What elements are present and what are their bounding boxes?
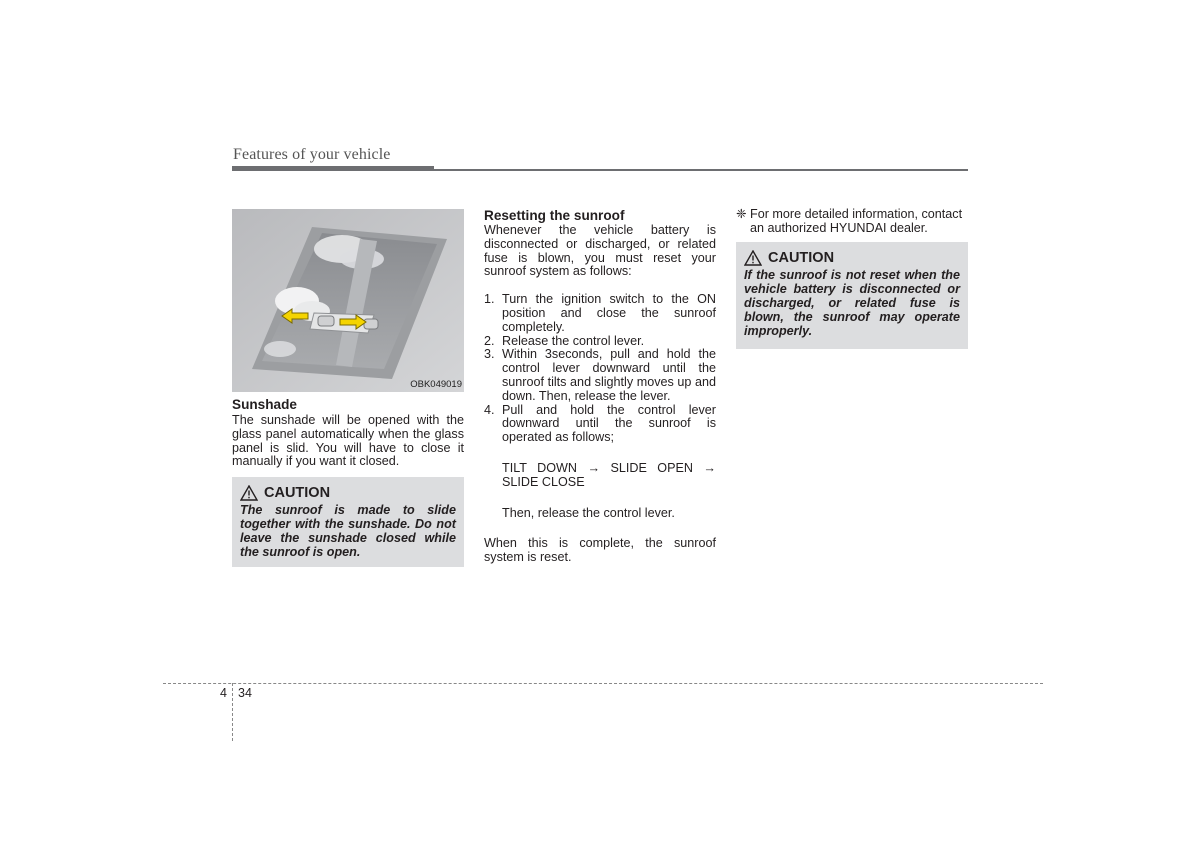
list-item: 1. Turn the ignition switch to the ON position and close the sunroof completely. (484, 292, 716, 334)
header-rule-thick (232, 166, 434, 171)
note-text: For more detailed information, contact an authorized HYUNDAI dealer. (750, 207, 963, 235)
operation-sequence: TILT DOWN → SLIDE OPEN → SLIDE CLOSE (502, 460, 716, 489)
sunshade-section (232, 397, 464, 469)
release-instruction: Then, release the control lever. (502, 505, 675, 520)
note-symbol: ❈ (736, 207, 747, 221)
list-item: 2. Release the control lever. (484, 333, 645, 348)
caution-body: The sunroof is made to slide together with the sunshade. Do not leave the sunshade closed while the sunroof is open. (240, 503, 456, 559)
list-item: 4. Pull and hold the control lever downward until the sunroof is operated as follows; (484, 402, 716, 445)
caution-box-reset (736, 242, 968, 349)
header-rule-thin (434, 169, 968, 171)
reset-heading: Resetting the sunroof (484, 208, 625, 223)
sunshade-heading: Sunshade (232, 397, 297, 412)
sunshade-body: The sunshade will be opened with the glass panel automatically when the glass panel is slid. You will have to close it manually if you want it closed. (232, 413, 464, 469)
caution-label: CAUTION (264, 485, 331, 501)
caution-box-sunshade (232, 477, 464, 567)
sunroof-illustration (232, 209, 464, 392)
section-number: 4 (220, 686, 227, 700)
reset-intro: Whenever the vehicle battery is disconnected or discharged, or related fuse is blown, you must reset your sunroof system as follows: (484, 223, 716, 279)
footer-rule (163, 683, 1043, 684)
note-section (736, 208, 968, 236)
sunroof-drawing (232, 209, 464, 392)
page-number: 34 (238, 686, 252, 700)
warning-triangle-icon (240, 485, 258, 501)
caution-body: If the sunroof is not reset when the vehicle battery is disconnected or discharged, or related fuse is blown, the sunroof may operate improperly. (744, 268, 960, 338)
warning-triangle-icon (744, 250, 762, 266)
reset-section (484, 208, 716, 565)
footer-divider (232, 683, 233, 741)
figure-code: OBK049019 (410, 379, 462, 390)
caution-label: CAUTION (768, 250, 835, 266)
reset-steps (484, 293, 716, 445)
list-item: 3. Within 3seconds, pull and hold the control lever downward until the sunroof tilts and slightly moves up and down. Then, release the lever. (484, 347, 716, 403)
reset-complete: When this is complete, the sunroof system is reset. (484, 536, 716, 565)
section-title: Features of your vehicle (233, 146, 391, 163)
